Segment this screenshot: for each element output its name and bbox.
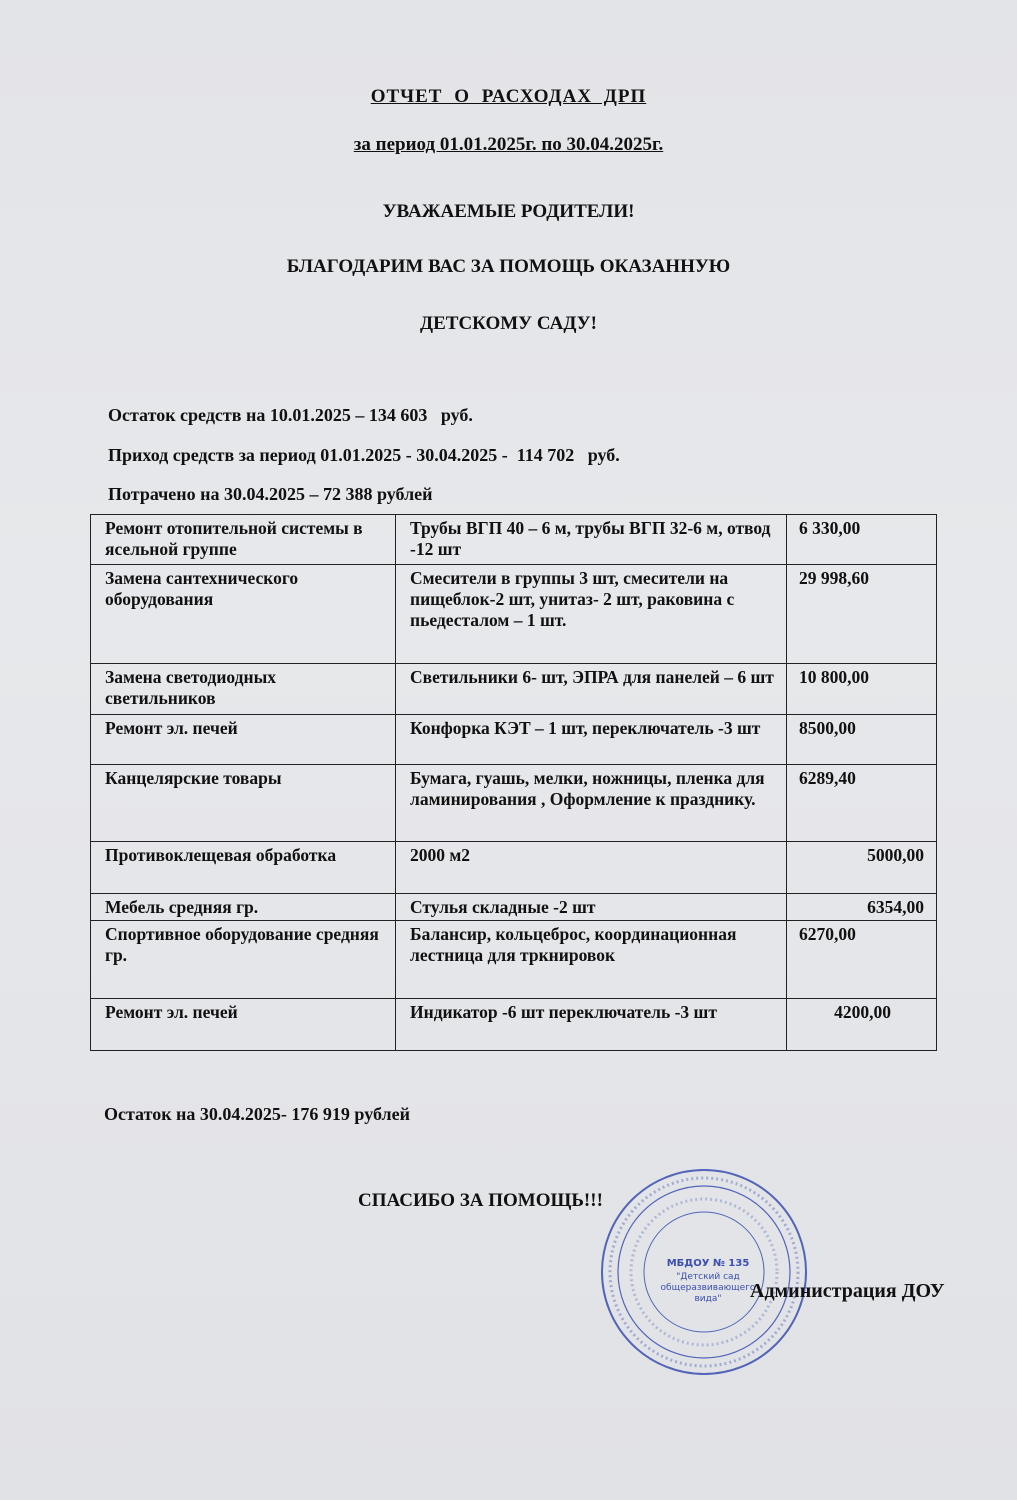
thanks-closing: СПАСИБО ЗА ПОМОЩЬ!!!	[358, 1190, 603, 1211]
table-row	[91, 921, 937, 999]
expense-amount: 6289,40	[787, 765, 937, 842]
expenses-table	[90, 514, 937, 1051]
expense-category: Противоклещевая обработка	[91, 842, 396, 894]
expense-items: Трубы ВГП 40 – 6 м, трубы ВГП 32-6 м, отвод -12 шт	[396, 515, 787, 565]
greeting: УВАЖАЕМЫЕ РОДИТЕЛИ!	[382, 201, 635, 222]
expense-amount: 6 330,00	[787, 515, 937, 565]
income-line: Приход средств за период 01.01.2025 - 30.04.2025 - 114 702 руб.	[108, 445, 620, 465]
expense-amount: 5000,00	[787, 842, 937, 894]
expense-items: 2000 м2	[396, 842, 787, 894]
balance-start: Остаток средств на 10.01.2025 – 134 603 руб.	[108, 405, 473, 425]
table-row	[91, 664, 937, 715]
table-row	[91, 515, 937, 565]
thanks-line-2: ДЕТСКОМУ САДУ!	[420, 313, 597, 334]
expense-items: Смесители в группы 3 шт, смесители на пищеблок-2 шт, унитаз- 2 шт, раковина с пьедесталом – 1 шт.	[396, 565, 787, 664]
expense-items: Светильники 6- шт, ЭПРА для панелей – 6 шт	[396, 664, 787, 715]
expense-category: Замена светодиодных светильников	[91, 664, 396, 715]
expense-category: Спортивное оборудование средняя гр.	[91, 921, 396, 999]
expense-category: Замена сантехнического оборудования	[91, 565, 396, 664]
table-row	[91, 842, 937, 894]
expense-items: Балансир, кольцеброс, координационная лестница для тркнировок	[396, 921, 787, 999]
thanks-line-1: БЛАГОДАРИМ ВАС ЗА ПОМОЩЬ ОКАЗАННУЮ	[286, 256, 731, 277]
expense-items: Конфорка КЭТ – 1 шт, переключатель -3 шт	[396, 715, 787, 765]
signature-admin: Администрация ДОУ	[750, 1280, 945, 1302]
expense-category: Ремонт эл. печей	[91, 715, 396, 765]
expense-amount: 6270,00	[787, 921, 937, 999]
expense-amount: 10 800,00	[787, 664, 937, 715]
report-title: ОТЧЕТ О РАСХОДАХ ДРП	[370, 86, 647, 107]
table-row	[91, 565, 937, 664]
table-row	[91, 894, 937, 921]
expense-amount: 4200,00	[787, 999, 937, 1051]
expense-category: Мебель средняя гр.	[91, 894, 396, 921]
expense-category: Ремонт эл. печей	[91, 999, 396, 1051]
spent-line: Потрачено на 30.04.2025 – 72 388 рублей	[108, 484, 433, 504]
table-row	[91, 765, 937, 842]
expense-items: Индикатор -6 шт переключатель -3 шт	[396, 999, 787, 1051]
expense-amount: 6354,00	[787, 894, 937, 921]
table-row	[91, 999, 937, 1051]
expense-category: Ремонт отопительной системы в ясельной группе	[91, 515, 396, 565]
expense-amount: 29 998,60	[787, 565, 937, 664]
stamp-line-1: МБДОУ № 135	[666, 1258, 750, 1269]
table-row	[91, 715, 937, 765]
expense-items: Бумага, гуашь, мелки, ножницы, пленка для ламинирования , Оформление к празднику.	[396, 765, 787, 842]
expense-items: Стулья складные -2 шт	[396, 894, 787, 921]
expense-category: Канцелярские товары	[91, 765, 396, 842]
stamp-line-2: "Детский сад общеразвивающего вида"	[660, 1272, 756, 1304]
report-period: за период 01.01.2025г. по 30.04.2025г.	[353, 134, 664, 155]
balance-end: Остаток на 30.04.2025- 176 919 рублей	[104, 1104, 410, 1124]
expense-amount: 8500,00	[787, 715, 937, 765]
